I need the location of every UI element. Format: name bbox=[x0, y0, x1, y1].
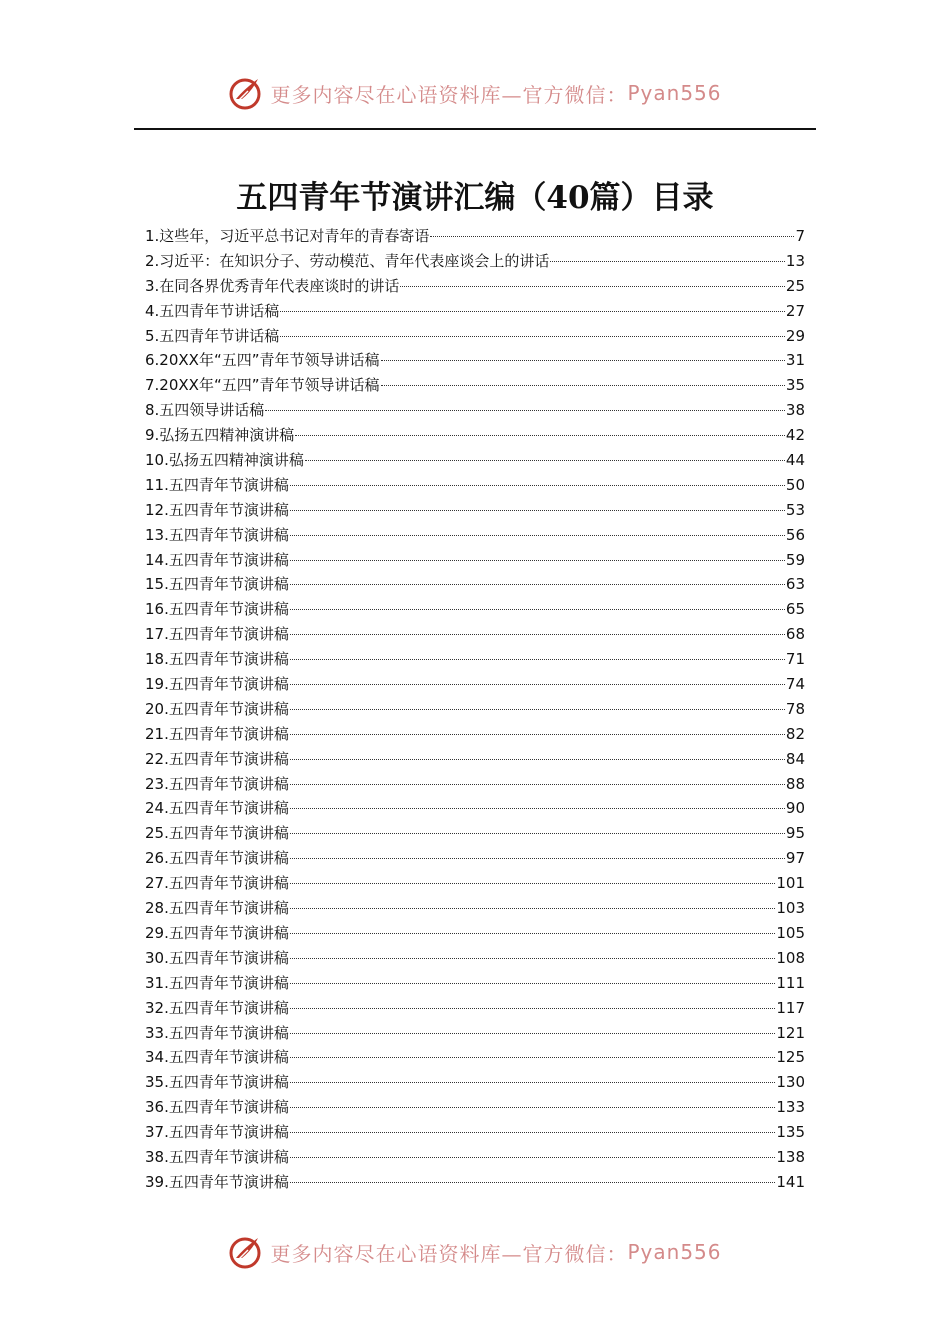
watermark-wechat-id: Pyan556 bbox=[627, 81, 722, 105]
toc-entry[interactable] bbox=[145, 498, 805, 523]
toc-entry-label[interactable]: 7.20XX年“五四”青年节领导讲话稿 bbox=[145, 376, 380, 395]
toc-entry-label[interactable]: 30.五四青年节演讲稿 bbox=[145, 948, 289, 967]
toc-entry[interactable] bbox=[145, 373, 805, 398]
toc-dot-leader bbox=[290, 883, 776, 884]
toc-entry[interactable] bbox=[145, 672, 805, 697]
toc-entry-label[interactable]: 12.五四青年节演讲稿 bbox=[145, 500, 289, 519]
toc-entry[interactable] bbox=[145, 523, 805, 548]
toc-entry-label[interactable]: 37.五四青年节演讲稿 bbox=[145, 1123, 289, 1142]
toc-entry-page[interactable]: 38 bbox=[785, 401, 805, 420]
toc-entry-page[interactable]: 135 bbox=[776, 1123, 805, 1142]
toc-entry-label[interactable]: 36.五四青年节演讲稿 bbox=[145, 1098, 289, 1117]
toc-entry[interactable] bbox=[145, 1095, 805, 1120]
toc-entry[interactable] bbox=[145, 597, 805, 622]
toc-entry-label[interactable]: 19.五四青年节演讲稿 bbox=[145, 675, 289, 694]
toc-dot-leader bbox=[290, 1008, 776, 1009]
toc-dot-leader bbox=[290, 1057, 776, 1058]
toc-entry-page[interactable]: 53 bbox=[785, 500, 805, 519]
toc-entry-label[interactable]: 6.20XX年“五四”青年节领导讲话稿 bbox=[145, 351, 380, 370]
toc-entry-page[interactable]: 138 bbox=[776, 1147, 805, 1166]
toc-entry-label[interactable]: 27.五四青年节演讲稿 bbox=[145, 874, 289, 893]
toc-dot-leader bbox=[290, 709, 785, 710]
toc-dot-leader bbox=[290, 659, 785, 660]
toc-entry-page[interactable]: 117 bbox=[776, 998, 805, 1017]
toc-entry-page[interactable]: 74 bbox=[785, 675, 805, 694]
toc-entry[interactable] bbox=[145, 1045, 805, 1070]
toc-entry-label[interactable]: 9.弘扬五四精神演讲稿 bbox=[145, 426, 295, 445]
toc-dot-leader bbox=[290, 734, 785, 735]
table-of-contents bbox=[145, 224, 805, 1195]
toc-entry-label[interactable]: 2.习近平：在知识分子、劳动模范、青年代表座谈会上的讲话 bbox=[145, 251, 550, 270]
toc-dot-leader bbox=[290, 784, 785, 785]
toc-entry-label[interactable]: 3.在同各界优秀青年代表座谈时的讲话 bbox=[145, 276, 400, 295]
toc-entry[interactable] bbox=[145, 1070, 805, 1095]
toc-entry-page[interactable]: 105 bbox=[776, 923, 805, 942]
page-title: 五四青年节演讲汇编（40篇）目录 bbox=[236, 180, 714, 216]
toc-entry-page[interactable]: 101 bbox=[776, 874, 805, 893]
toc-entry[interactable] bbox=[145, 772, 805, 797]
toc-dot-leader bbox=[290, 609, 785, 610]
toc-entry[interactable] bbox=[145, 946, 805, 971]
toc-dot-leader bbox=[290, 634, 785, 635]
toc-entry-page[interactable]: 78 bbox=[785, 699, 805, 718]
toc-entry-page[interactable]: 13 bbox=[785, 251, 805, 270]
toc-entry-label[interactable]: 31.五四青年节演讲稿 bbox=[145, 973, 289, 992]
toc-entry[interactable] bbox=[145, 324, 805, 349]
toc-entry[interactable] bbox=[145, 299, 805, 324]
toc-dot-leader bbox=[290, 933, 776, 934]
toc-dot-leader bbox=[430, 236, 794, 237]
toc-dot-leader bbox=[290, 1107, 776, 1108]
toc-entry-page[interactable]: 125 bbox=[776, 1048, 805, 1067]
toc-dot-leader bbox=[290, 1182, 776, 1183]
toc-dot-leader bbox=[290, 560, 785, 561]
toc-entry-page[interactable]: 25 bbox=[785, 276, 805, 295]
toc-entry[interactable] bbox=[145, 921, 805, 946]
toc-entry[interactable] bbox=[145, 249, 805, 274]
toc-entry-page[interactable]: 130 bbox=[776, 1073, 805, 1092]
toc-dot-leader bbox=[290, 510, 785, 511]
toc-entry[interactable] bbox=[145, 647, 805, 672]
toc-entry-page[interactable]: 31 bbox=[785, 351, 805, 370]
toc-dot-leader bbox=[290, 485, 785, 486]
toc-entry-page[interactable]: 82 bbox=[785, 724, 805, 743]
toc-dot-leader bbox=[290, 535, 785, 536]
toc-entry[interactable] bbox=[145, 473, 805, 498]
header-divider bbox=[134, 128, 816, 130]
toc-entry-page[interactable]: 35 bbox=[785, 376, 805, 395]
toc-entry[interactable] bbox=[145, 697, 805, 722]
toc-entry-label[interactable]: 4.五四青年节讲话稿 bbox=[145, 301, 280, 320]
toc-entry-label[interactable]: 26.五四青年节演讲稿 bbox=[145, 849, 289, 868]
toc-dot-leader bbox=[290, 808, 785, 809]
toc-entry-label[interactable]: 20.五四青年节演讲稿 bbox=[145, 699, 289, 718]
toc-dot-leader bbox=[290, 958, 776, 959]
toc-entry[interactable] bbox=[145, 398, 805, 423]
toc-dot-leader bbox=[305, 460, 785, 461]
toc-entry-page[interactable]: 29 bbox=[785, 326, 805, 345]
toc-entry-page[interactable]: 84 bbox=[785, 749, 805, 768]
toc-entry[interactable] bbox=[145, 622, 805, 647]
toc-entry[interactable] bbox=[145, 896, 805, 921]
quill-logo-icon bbox=[228, 1234, 264, 1270]
toc-dot-leader bbox=[290, 684, 785, 685]
toc-entry[interactable] bbox=[145, 548, 805, 573]
toc-entry[interactable] bbox=[145, 821, 805, 846]
toc-dot-leader bbox=[290, 1132, 776, 1133]
toc-entry[interactable] bbox=[145, 274, 805, 299]
toc-entry-label[interactable]: 14.五四青年节演讲稿 bbox=[145, 550, 289, 569]
toc-entry-page[interactable]: 95 bbox=[785, 824, 805, 843]
quill-logo-icon bbox=[228, 75, 264, 111]
toc-entry-label[interactable]: 13.五四青年节演讲稿 bbox=[145, 525, 289, 544]
toc-dot-leader bbox=[290, 983, 776, 984]
toc-entry-label[interactable]: 34.五四青年节演讲稿 bbox=[145, 1048, 289, 1067]
toc-entry-label[interactable]: 1.这些年，习近平总书记对青年的青春寄语 bbox=[145, 227, 430, 245]
toc-entry[interactable] bbox=[145, 996, 805, 1021]
toc-entry-label[interactable]: 16.五四青年节演讲稿 bbox=[145, 600, 289, 619]
toc-entry-label[interactable]: 8.五四领导讲话稿 bbox=[145, 401, 265, 420]
toc-dot-leader bbox=[295, 435, 785, 436]
toc-entry-label[interactable]: 32.五四青年节演讲稿 bbox=[145, 998, 289, 1017]
toc-entry[interactable] bbox=[145, 846, 805, 871]
toc-entry-label[interactable]: 25.五四青年节演讲稿 bbox=[145, 824, 289, 843]
toc-entry[interactable] bbox=[145, 572, 805, 597]
toc-dot-leader bbox=[280, 311, 785, 312]
toc-entry[interactable] bbox=[145, 1145, 805, 1170]
toc-entry[interactable] bbox=[145, 1021, 805, 1046]
toc-entry-page[interactable]: 71 bbox=[785, 650, 805, 669]
toc-entry[interactable] bbox=[145, 448, 805, 473]
toc-entry-page[interactable]: 42 bbox=[785, 426, 805, 445]
toc-entry-label[interactable]: 33.五四青年节演讲稿 bbox=[145, 1023, 289, 1042]
toc-dot-leader bbox=[290, 1033, 776, 1034]
toc-entry-label[interactable]: 35.五四青年节演讲稿 bbox=[145, 1073, 289, 1092]
toc-dot-leader bbox=[290, 833, 785, 834]
toc-dot-leader bbox=[400, 286, 785, 287]
toc-dot-leader bbox=[290, 1082, 776, 1083]
toc-entry-label[interactable]: 38.五四青年节演讲稿 bbox=[145, 1147, 289, 1166]
toc-dot-leader bbox=[290, 858, 785, 859]
toc-entry-page[interactable]: 56 bbox=[785, 525, 805, 544]
toc-entry-page[interactable]: 141 bbox=[776, 1172, 805, 1191]
toc-entry-label[interactable]: 22.五四青年节演讲稿 bbox=[145, 749, 289, 768]
toc-entry-page[interactable]: 133 bbox=[776, 1098, 805, 1117]
toc-entry-label[interactable]: 5.五四青年节讲话稿 bbox=[145, 326, 280, 345]
toc-dot-leader bbox=[550, 261, 785, 262]
toc-dot-leader bbox=[290, 584, 785, 585]
toc-entry-page[interactable]: 59 bbox=[785, 550, 805, 569]
watermark-wechat-id: Pyan556 bbox=[627, 1240, 722, 1264]
footer-watermark bbox=[0, 1232, 950, 1272]
toc-dot-leader bbox=[381, 385, 785, 386]
toc-entry-page[interactable]: 88 bbox=[785, 774, 805, 793]
toc-entry[interactable] bbox=[145, 722, 805, 747]
toc-entry-label[interactable]: 18.五四青年节演讲稿 bbox=[145, 650, 289, 669]
toc-dot-leader bbox=[290, 759, 785, 760]
toc-entry[interactable] bbox=[145, 348, 805, 373]
toc-entry-label[interactable]: 11.五四青年节演讲稿 bbox=[145, 475, 289, 494]
toc-entry[interactable] bbox=[145, 871, 805, 896]
watermark-text: 更多内容尽在心语资料库—官方微信： bbox=[270, 82, 628, 107]
toc-entry-page[interactable]: 103 bbox=[776, 899, 805, 918]
toc-entry-page[interactable]: 27 bbox=[785, 301, 805, 320]
toc-entry[interactable] bbox=[145, 796, 805, 821]
toc-entry-label[interactable]: 28.五四青年节演讲稿 bbox=[145, 899, 289, 918]
toc-entry-page[interactable]: 63 bbox=[785, 575, 805, 594]
toc-entry-page[interactable]: 111 bbox=[776, 973, 805, 992]
toc-entry-page[interactable]: 97 bbox=[785, 849, 805, 868]
toc-entry-label[interactable]: 29.五四青年节演讲稿 bbox=[145, 923, 289, 942]
toc-dot-leader bbox=[280, 336, 785, 337]
header-watermark bbox=[0, 73, 950, 113]
toc-entry-page[interactable]: 121 bbox=[776, 1023, 805, 1042]
toc-entry[interactable] bbox=[145, 224, 805, 249]
toc-dot-leader bbox=[290, 1157, 776, 1158]
toc-entry-page[interactable]: 65 bbox=[785, 600, 805, 619]
toc-entry-page[interactable]: 108 bbox=[776, 948, 805, 967]
toc-entry[interactable] bbox=[145, 971, 805, 996]
toc-entry-page[interactable]: 44 bbox=[785, 451, 805, 470]
toc-entry-label[interactable]: 23.五四青年节演讲稿 bbox=[145, 774, 289, 793]
toc-entry-page[interactable]: 7 bbox=[795, 227, 805, 245]
toc-entry-label[interactable]: 39.五四青年节演讲稿 bbox=[145, 1172, 289, 1191]
toc-entry-label[interactable]: 24.五四青年节演讲稿 bbox=[145, 799, 289, 818]
toc-entry-label[interactable]: 10.弘扬五四精神演讲稿 bbox=[145, 451, 304, 470]
toc-entry[interactable] bbox=[145, 1170, 805, 1195]
toc-entry[interactable] bbox=[145, 1120, 805, 1145]
toc-entry-label[interactable]: 17.五四青年节演讲稿 bbox=[145, 625, 289, 644]
toc-entry-page[interactable]: 90 bbox=[785, 799, 805, 818]
toc-dot-leader bbox=[265, 410, 785, 411]
toc-entry-label[interactable]: 15.五四青年节演讲稿 bbox=[145, 575, 289, 594]
toc-entry[interactable] bbox=[145, 423, 805, 448]
toc-entry-page[interactable]: 68 bbox=[785, 625, 805, 644]
toc-entry-page[interactable]: 50 bbox=[785, 475, 805, 494]
toc-dot-leader bbox=[381, 360, 785, 361]
toc-entry-label[interactable]: 21.五四青年节演讲稿 bbox=[145, 724, 289, 743]
watermark-text: 更多内容尽在心语资料库—官方微信： bbox=[270, 1241, 628, 1266]
toc-dot-leader bbox=[290, 908, 776, 909]
toc-entry[interactable] bbox=[145, 747, 805, 772]
